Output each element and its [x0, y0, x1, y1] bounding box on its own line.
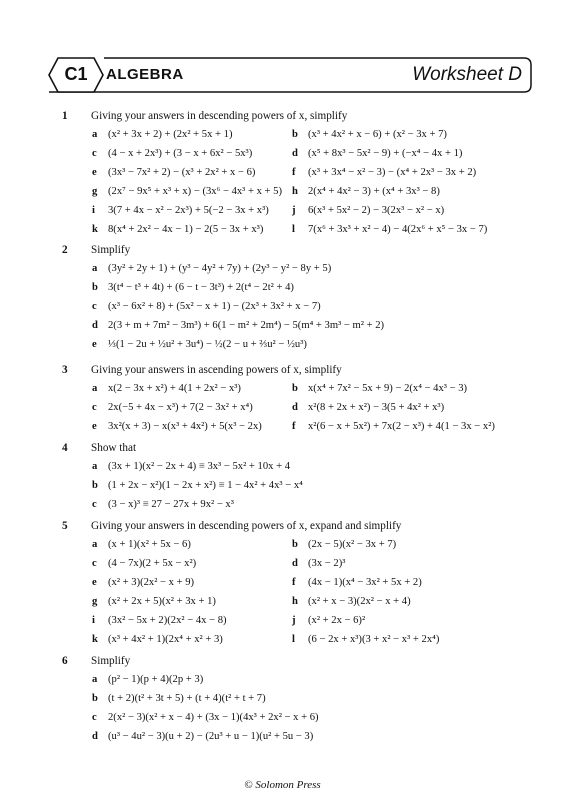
part-5a: a (x + 1)(x² + 5x − 6) [92, 539, 191, 550]
question-number: 4 [62, 442, 68, 454]
part-1b: b (x³ + 4x² + x − 6) + (x² − 3x + 7) [292, 129, 447, 140]
part-1l: l 7(x⁶ + 3x³ + x² − 4) − 4(2x⁶ + x⁵ − 3x − 7) [292, 224, 488, 235]
part-1f: f (x³ + 3x⁴ − x² − 3) − (x⁴ + 2x³ − 3x + 2) [292, 167, 477, 178]
part-1i: i 3(7 + 4x − x² − 2x³) + 5(−2 − 3x + x³) [92, 205, 269, 216]
part-4a: a (3x + 1)(x² − 2x + 4) ≡ 3x³ − 5x² + 10x + 4 [92, 461, 290, 472]
part-5g: g (x² + 2x + 5)(x² + 3x + 1) [92, 596, 216, 607]
part-3d: d x²(8 + 2x + x²) − 3(5 + 4x² + x³) [292, 402, 445, 413]
worksheet-header [48, 57, 532, 93]
worksheet-title: Worksheet D [412, 64, 522, 85]
part-2e: e ⅓(1 − 2u + ½u² + 3u⁴) − ½(2 − u + ⅔u² − ½u³) [92, 339, 307, 350]
part-4b: b (1 + 2x − x²)(1 − 2x + x²) ≡ 1 − 4x² + 4x³ − x⁴ [92, 480, 303, 491]
question-text: Giving your answers in descending powers of x, expand and simplify [91, 520, 402, 532]
subject-title: ALGEBRA [106, 66, 184, 83]
part-1d: d (x⁵ + 8x³ − 5x² − 9) + (−x⁴ − 4x + 1) [292, 148, 463, 159]
question-text: Giving your answers in descending powers of x, simplify [91, 110, 348, 122]
part-3a: a x(2 − 3x + x²) + 4(1 + 2x² − x³) [92, 383, 241, 394]
part-5j: j (x² + 2x − 6)² [292, 615, 366, 626]
part-4c: c (3 − x)³ ≡ 27 − 27x + 9x² − x³ [92, 499, 234, 510]
question-number: 3 [62, 364, 68, 376]
part-5i: i (3x² − 5x + 2)(2x² − 4x − 8) [92, 615, 227, 626]
part-3e: e 3x²(x + 3) − x(x³ + 4x²) + 5(x³ − 2x) [92, 421, 262, 432]
part-2c: c (x³ − 6x² + 8) + (5x² − x + 1) − (2x³ + 3x² + x − 7) [92, 301, 321, 312]
question-text: Simplify [91, 655, 131, 667]
part-5b: b (2x − 5)(x² − 3x + 7) [292, 539, 397, 550]
part-2b: b 3(t⁴ − t³ + 4t) + (6 − t − 3t³) + 2(t⁴ − 2t² + 4) [92, 282, 294, 293]
part-5f: f (4x − 1)(x⁴ − 3x² + 5x + 2) [292, 577, 422, 588]
part-1a: a (x² + 3x + 2) + (2x² + 5x + 1) [92, 129, 233, 140]
part-5d: d (3x − 2)³ [292, 558, 346, 569]
part-3b: b x(x⁴ + 7x² − 5x + 9) − 2(x⁴ − 4x³ − 3) [292, 383, 468, 394]
part-6a: a (p² − 1)(p + 4)(2p + 3) [92, 674, 204, 685]
question-text: Giving your answers in ascending powers of x, simplify [91, 364, 342, 376]
question-text: Simplify [91, 244, 131, 256]
question-text: Show that [91, 442, 137, 454]
part-6c: c 2(x² − 3)(x² + x − 4) + (3x − 1)(4x³ + 2x² − x + 6) [92, 712, 319, 723]
part-5l: l (6 − 2x + x³)(3 + x² − x³ + 2x⁴) [292, 634, 440, 645]
question-number: 5 [62, 520, 68, 532]
part-3f: f x²(6 − x + 5x²) + 7x(2 − x³) + 4(1 − 3x − x²) [292, 421, 495, 432]
part-2d: d 2(3 + m + 7m² − 3m³) + 6(1 − m² + 2m⁴) − 5(m⁴ + 3m³ − m² + 2) [92, 320, 385, 331]
part-5k: k (x³ + 4x² + 1)(2x⁴ + x² + 3) [92, 634, 223, 645]
question-number: 2 [62, 244, 68, 256]
copyright-footer: © Solomon Press [244, 779, 321, 791]
part-5h: h (x² + x − 3)(2x² − x + 4) [292, 596, 411, 607]
part-1e: e (3x³ − 7x² + 2) − (x³ + 2x² + x − 6) [92, 167, 256, 178]
part-1k: k 8(x⁴ + 2x² − 4x − 1) − 2(5 − 3x + x³) [92, 224, 264, 235]
part-2a: a (3y² + 2y + 1) + (y³ − 4y² + 7y) + (2y³ − y² − 8y + 5) [92, 263, 332, 274]
question-number: 1 [62, 110, 68, 122]
part-1g: g (2x⁷ − 9x⁵ + x³ + x) − (3x⁶ − 4x³ + x + 5) [92, 186, 283, 197]
part-1c: c (4 − x + 2x³) + (3 − x + 6x² − 5x³) [92, 148, 253, 159]
module-code: C1 [64, 64, 88, 84]
part-5e: e (x² + 3)(2x² − x + 9) [92, 577, 195, 588]
part-1j: j 6(x³ + 5x² − 2) − 3(2x³ − x² − x) [292, 205, 445, 216]
question-number: 6 [62, 655, 68, 667]
part-1h: h 2(x⁴ + 4x² − 3) + (x⁴ + 3x³ − 8) [292, 186, 440, 197]
part-6d: d (u³ − 4u² − 3)(u + 2) − (2u³ + u − 1)(u² + 5u − 3) [92, 731, 314, 742]
part-6b: b (t + 2)(t² + 3t + 5) + (t + 4)(t² + t + 7) [92, 693, 266, 704]
part-5c: c (4 − 7x)(2 + 5x − x²) [92, 558, 197, 569]
part-3c: c 2x(−5 + 4x − x³) + 7(2 − 3x² + x⁴) [92, 402, 253, 413]
